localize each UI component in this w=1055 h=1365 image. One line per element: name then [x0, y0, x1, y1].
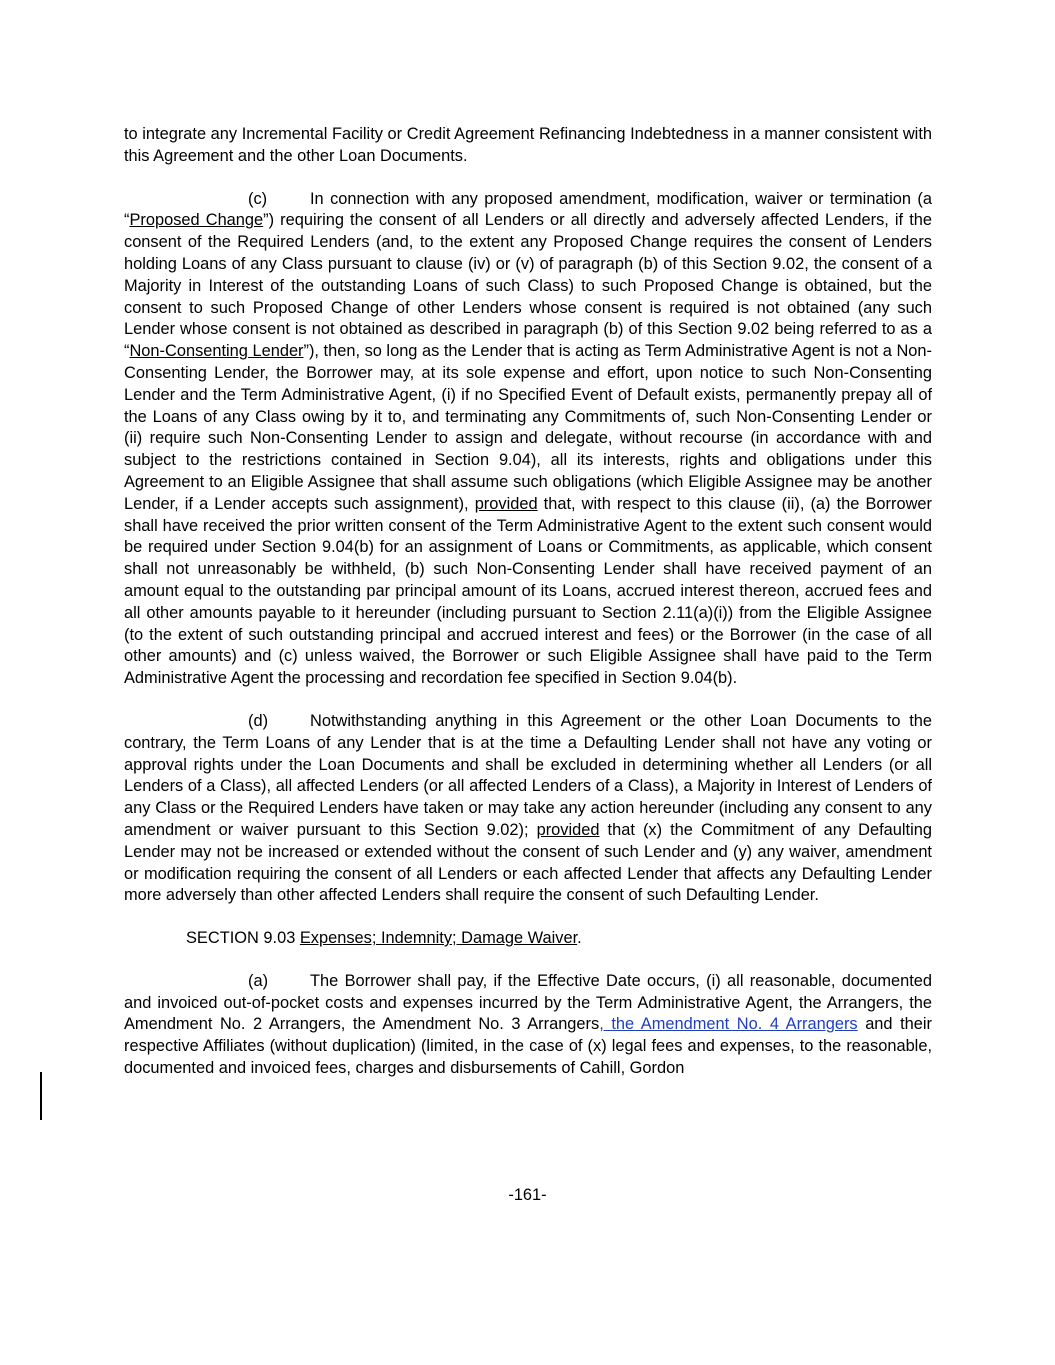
paragraph-c-number: (c): [248, 189, 268, 208]
revision-change-bar: [40, 1072, 42, 1120]
section-label: SECTION 9.03: [186, 929, 300, 948]
document-page: [124, 124, 932, 1101]
paragraph-d-text-b: that (x) the Commitment of any Defaulting Lender may not be increased or extended without the consent of such Lender and (y) any waiver, amendment or modification requiring the consent of all Lenders or each affected Lender that affects any Defaulting Lender more adversely than other affected Lenders shall require the consent of such Defaulting Lender.: [124, 820, 932, 905]
paragraph-d-text-a: Notwithstanding anything in this Agreement or the other Loan Documents to the contrary, the Term Loans of any Lender that is at the time a Defaulting Lender shall not have any voting or approval rights under the Loan Documents and shall be excluded in determining whether all Lenders (or all Lenders of a Class), all affected Lenders (or all affected Lenders of a Class), a Majority in Interest of Lenders of any Class or the Required Lenders have taken or may take any action hereunder (including any consent to any amendment or waiver pursuant to this Section 9.02);: [124, 711, 932, 839]
paragraph-a-number: (a): [248, 971, 269, 990]
provided-term: provided: [474, 494, 538, 513]
provided-term: provided: [536, 820, 600, 839]
section-title: Expenses; Indemnity; Damage Waiver: [299, 929, 578, 948]
paragraph-c-text-d: that, with respect to this clause (ii), (a) the Borrower shall have received the prior written consent of the Term Administrative Agent to the extent such consent would be required under Section 9.04(b) for an assignment of Loans or Commitments, as applicable, which consent shall not unreasonably be withheld, (b) such Non-Consenting Lender shall have received payment of an amount equal to the outstanding par principal amount of its Loans, accrued interest thereon, accrued fees and all other amounts payable to it hereunder (including pursuant to Section 2.11(a)(i)) from the Eligible Assignee (to the extent of such outstanding principal and accrued interest and fees) or the Borrower (in the case of all other amounts) and (c) unless waived, the Borrower or such Eligible Assignee shall have paid to the Term Administrative Agent the processing and recordation fee specified in Section 9.04(b).: [124, 494, 932, 688]
paragraph-d-number: (d): [248, 711, 269, 730]
paragraph-a: [124, 971, 932, 1080]
inserted-revision-text: , the Amendment No. 4 Arrangers: [599, 1015, 858, 1034]
paragraph-a-text-1: The Borrower shall pay, if the Effective Date occurs, (i) all reasonable, documented and invoiced out-of-pocket costs and expenses incurred by the Term Administrative Agent, the Arrangers, the Amendment No. 2 Arrangers, the Amendment No. 3 Arrangers: [124, 971, 932, 1034]
paragraph-a-text-2: and their respective Affiliates (without duplication) (limited, in the case of (x) legal fees and expenses, to the reasonable, documented and invoiced fees, charges and disbursements of Cahill, Gordon: [124, 1015, 933, 1078]
paragraph-c: [124, 189, 932, 690]
paragraph-c-text-c: ”), then, so long as the Lender that is acting as Term Administrative Agent is not a Non-Consenting Lender, the Borrower may, at its sole expense and effort, upon notice to such Non-Consenting Lender and the Term Administrative Agent, (i) if no Specified Event of Default exists, permanently prepay all of the Loans of any Class owing by it to, and terminating any Commitments of, such Non-Consenting Lender or (ii) require such Non-Consenting Lender to assign and delegate, without recourse (in accordance with and subject to the restrictions contained in Section 9.04), all its interests, rights and obligations under this Agreement to an Eligible Assignee that shall assume such obligations (which Eligible Assignee may be another Lender, if a Lender accepts such assignment),: [124, 342, 932, 513]
intro-paragraph: to integrate any Incremental Facility or Credit Agreement Refinancing Indebtedness in a manner consistent with this Agreement and the other Loan Documents.: [124, 125, 932, 165]
page-number: -161-: [508, 1186, 547, 1204]
section-heading: SECTION 9.03 Expenses; Indemnity; Damage Waiver.: [186, 929, 582, 948]
defined-term-proposed-change: Proposed Change: [129, 211, 264, 230]
paragraph-c-text-a: In connection with any proposed amendment, modification, waiver or termination (a “: [124, 189, 932, 230]
paragraph-d: [124, 711, 932, 907]
defined-term-non-consenting-lender: Non-Consenting Lender: [129, 342, 304, 361]
paragraph-c-text-b: ”) requiring the consent of all Lenders or all directly and adversely affected Lenders, if the consent of the Required Lenders (and, to the extent any Proposed Change requires the consent of Lenders holding Loans of any Class pursuant to clause (iv) or (v) of paragraph (b) of this Section 9.02, the consent of a Majority in Interest of the outstanding Loans of such Class) to such Proposed Change is obtained, but the consent to such Proposed Change of other Lenders whose consent is required is not obtained (any such Lender whose consent is not obtained as described in paragraph (b) of this Section 9.02 being referred to as a “: [124, 211, 932, 361]
